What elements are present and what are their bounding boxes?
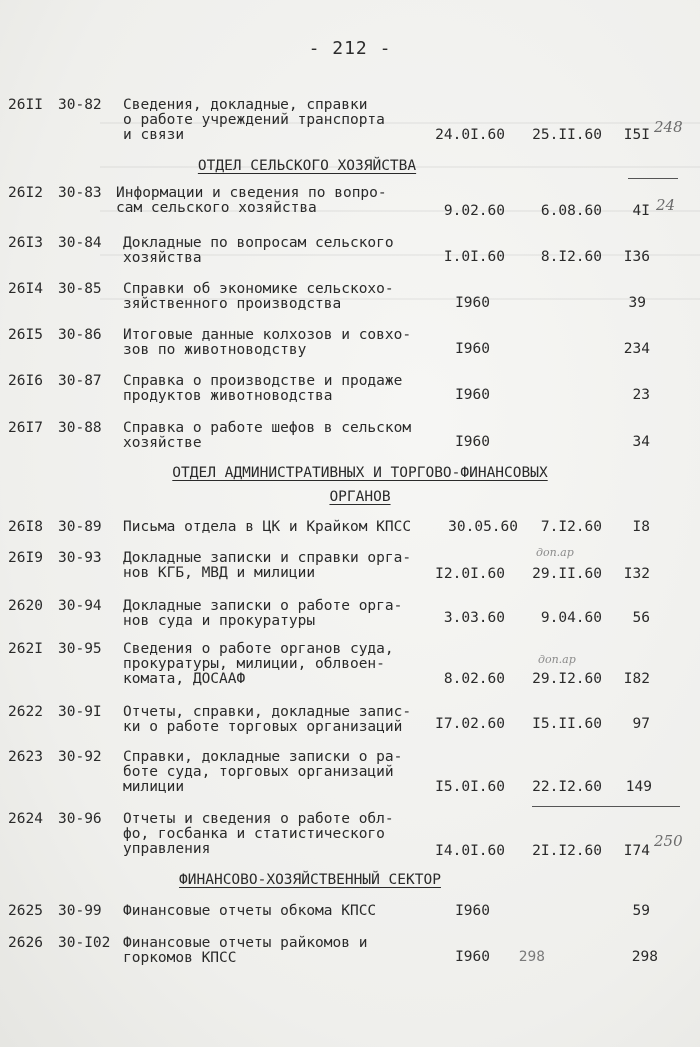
start-date: 30.05.60 — [448, 519, 518, 535]
start-date: 3.03.60 — [443, 610, 505, 626]
pencil-annotation: доп.ар — [538, 653, 576, 666]
page-number: - 212 - — [308, 38, 392, 59]
sheet-count: I36 — [623, 249, 650, 265]
record-number: 2620 — [8, 598, 43, 614]
section-heading: ФИНАНСОВО-ХОЗЯЙСТВЕННЫЙ СЕКТОР — [179, 872, 441, 888]
end-date: 29.I2.60 — [532, 671, 602, 687]
handwritten-note: 24 — [656, 196, 676, 214]
record-number: 26I3 — [8, 235, 43, 251]
record-title: Справка о производстве и продаже продуктов животноводства — [123, 373, 403, 404]
sheet-count: I82 — [623, 671, 650, 687]
end-date: 9.04.60 — [540, 610, 602, 626]
record-title: Справки, докладные записки о ра- боте суда, торговых организаций милиции — [123, 749, 403, 795]
sheet-count: 234 — [623, 341, 650, 357]
record-title: Сведения о работе органов суда, прокуратуры, милиции, облвоен- комата, ДОСААФ — [123, 641, 394, 687]
sheet-count: I8 — [632, 519, 650, 535]
record-title: Финансовые отчеты райкомов и горкомов КПСС — [123, 935, 368, 966]
record-number: 2625 — [8, 903, 43, 919]
sheet-count: I74 — [623, 843, 650, 859]
handwritten-note: 248 — [654, 118, 683, 136]
sheet-count: 56 — [632, 610, 650, 626]
record-code: 30-86 — [58, 327, 102, 343]
record-code: 30-95 — [58, 641, 102, 657]
start-date: I960 — [455, 434, 490, 450]
end-date: 22.I2.60 — [532, 779, 602, 795]
record-title: Отчеты, справки, докладные запис- ки о работе торговых организаций — [123, 704, 412, 735]
record-number: 26I4 — [8, 281, 43, 297]
section-heading-continued: ОРГАНОВ — [329, 489, 391, 505]
record-title: Отчеты и сведения о работе обл- фо, госбанка и статистического управления — [123, 811, 394, 857]
record-title: Справки об экономике сельскохо- зяйственного производства — [123, 281, 394, 312]
pencil-rule — [628, 178, 678, 179]
start-date: I5.0I.60 — [435, 779, 505, 795]
sheet-count: I32 — [623, 566, 650, 582]
record-number: 26I6 — [8, 373, 43, 389]
record-code: 30-92 — [58, 749, 102, 765]
start-date: I960 — [455, 949, 490, 965]
end-date: I5.II.60 — [532, 716, 602, 732]
record-code: 30-93 — [58, 550, 102, 566]
record-title: Информации и сведения по вопро- сам сельского хозяйства — [116, 185, 387, 216]
record-code: 30-96 — [58, 811, 102, 827]
start-date: I.0I.60 — [443, 249, 505, 265]
record-code: 30-84 — [58, 235, 102, 251]
record-number: 2623 — [8, 749, 43, 765]
record-code: 30-I02 — [58, 935, 111, 951]
record-code: 30-85 — [58, 281, 102, 297]
record-code: 30-82 — [58, 97, 102, 113]
record-title: Докладные записки и справки орга- нов КГБ, МВД и милиции — [123, 550, 412, 581]
end-value: 298 — [518, 949, 545, 965]
record-number: 262I — [8, 641, 43, 657]
record-code: 30-89 — [58, 519, 102, 535]
start-date: 24.0I.60 — [435, 127, 505, 143]
record-number: 2622 — [8, 704, 43, 720]
record-code: 30-88 — [58, 420, 102, 436]
start-date: I960 — [455, 341, 490, 357]
section-heading: ОТДЕЛ СЕЛЬСКОГО ХОЗЯЙСТВА — [197, 158, 417, 174]
start-date: I960 — [455, 295, 490, 311]
end-date: 8.I2.60 — [540, 249, 602, 265]
record-number: 26I8 — [8, 519, 43, 535]
sheet-count: 97 — [632, 716, 650, 732]
record-code: 30-94 — [58, 598, 102, 614]
start-date: I2.0I.60 — [435, 566, 505, 582]
record-code: 30-83 — [58, 185, 102, 201]
record-number: 26II — [8, 97, 43, 113]
pencil-rule — [532, 806, 680, 807]
pencil-annotation: доп.ар — [536, 546, 574, 559]
record-title: Письма отдела в ЦК и Крайком КПСС — [123, 519, 412, 535]
record-number: 2626 — [8, 935, 43, 951]
record-code: 30-9I — [58, 704, 102, 720]
sheet-count: 23 — [632, 387, 650, 403]
end-date: 29.II.60 — [532, 566, 602, 582]
start-date: 9.02.60 — [443, 203, 505, 219]
end-date: 7.I2.60 — [540, 519, 602, 535]
record-title: Справка о работе шефов в сельском хозяйстве — [123, 420, 412, 451]
sheet-count: 149 — [625, 779, 652, 795]
sheet-count: I5I — [623, 127, 650, 143]
sheet-count: 298 — [631, 949, 658, 965]
record-number: 26I7 — [8, 420, 43, 436]
record-code: 30-99 — [58, 903, 102, 919]
record-title: Финансовые отчеты обкома КПСС — [123, 903, 377, 919]
record-number: 2624 — [8, 811, 43, 827]
start-date: I4.0I.60 — [435, 843, 505, 859]
sheet-count: 59 — [632, 903, 650, 919]
end-date: 25.II.60 — [532, 127, 602, 143]
start-date: 8.02.60 — [443, 671, 505, 687]
handwritten-note: 250 — [654, 832, 683, 850]
record-title: Докладные записки о работе орга- нов суда и прокуратуры — [123, 598, 403, 629]
record-title: Итоговые данные колхозов и совхо- зов по животноводству — [123, 327, 412, 358]
record-title: Докладные по вопросам сельского хозяйства — [123, 235, 394, 266]
section-heading: ОТДЕЛ АДМИНИСТРАТИВНЫХ И ТОРГОВО-ФИНАНСОВЫХ — [172, 465, 548, 481]
record-number: 26I9 — [8, 550, 43, 566]
sheet-count: 34 — [632, 434, 650, 450]
record-number: 26I5 — [8, 327, 43, 343]
start-date: I960 — [455, 387, 490, 403]
start-date: I7.02.60 — [435, 716, 505, 732]
record-number: 26I2 — [8, 185, 43, 201]
end-date: 6.08.60 — [540, 203, 602, 219]
record-title: Сведения, докладные, справки о работе учреждений транспорта и связи — [123, 97, 385, 143]
start-date: I960 — [455, 903, 490, 919]
sheet-count: 39 — [628, 295, 646, 311]
sheet-count: 4I — [632, 203, 650, 219]
record-code: 30-87 — [58, 373, 102, 389]
end-date: 2I.I2.60 — [532, 843, 602, 859]
